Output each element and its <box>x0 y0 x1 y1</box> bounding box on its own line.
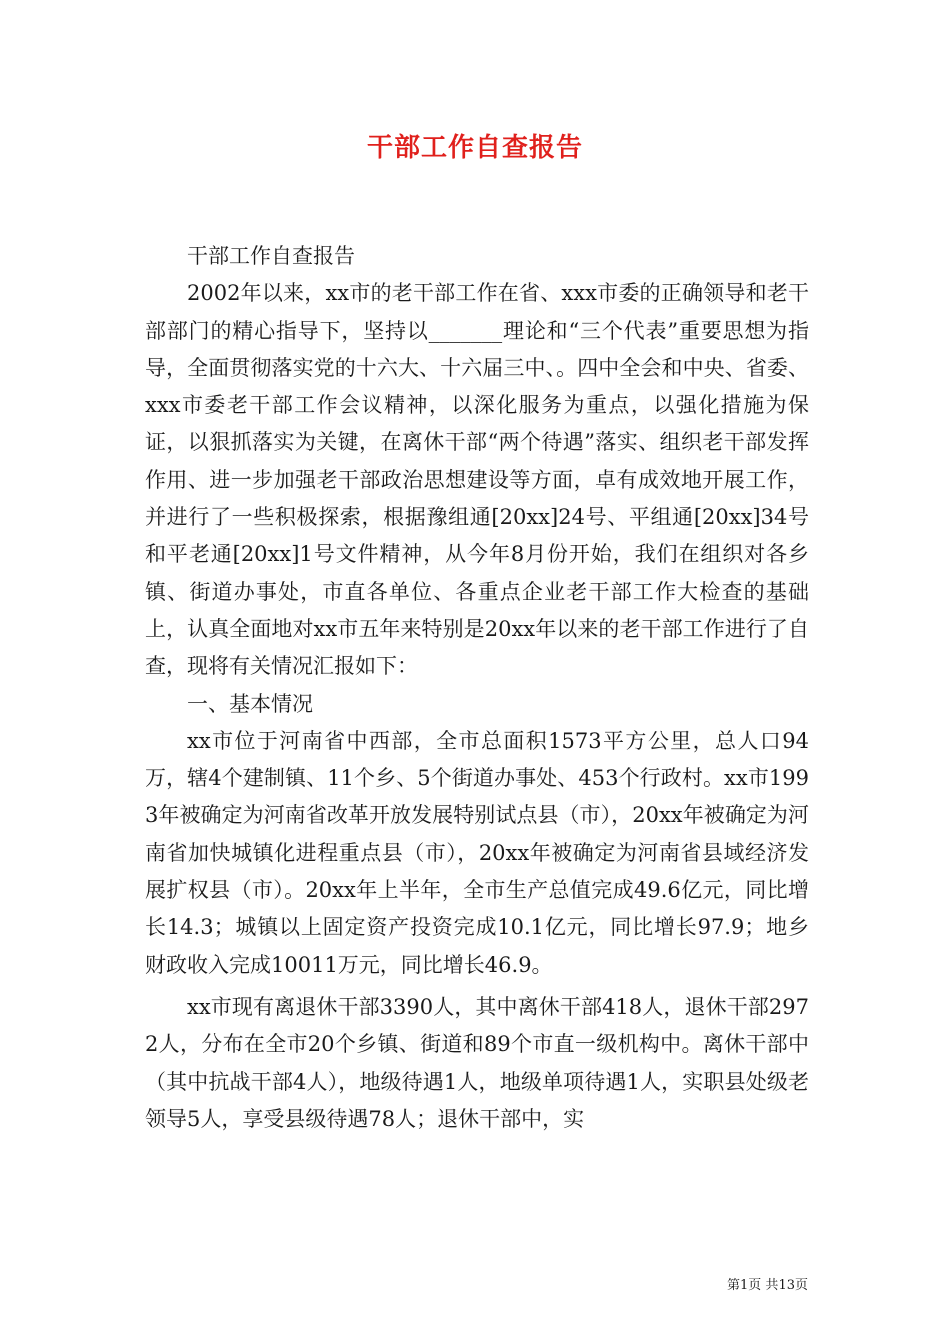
paragraph-retired-cadres: xx市现有离退休干部3390人，其中离休干部418人，退休干部2972人，分布在全市20个乡镇、街道和89个市直一级机构中。离休干部中（其中抗战干部4人），地级待遇1人，地级单项待遇1人，实职县处级老领导5人，享受县级待遇78人；退休干部中，实 <box>145 994 809 1131</box>
document-body <box>145 238 809 1138</box>
page-number <box>727 1276 808 1296</box>
document-title: 干部工作自查报告 <box>366 133 583 163</box>
page-number-prefix: 第 <box>727 1278 741 1293</box>
paragraph-intro: 2002年以来，xx市的老干部工作在省、xxx市委的正确领导和老干部部门的精心指导下，坚持以_______理论和“三个代表”重要思想为指导，全面贯彻落实党的十六大、十六届三中、。四中全会和中央、省委、xxx市委老干部工作会议精神，以深化服务为重点，以强化措施为保证，以狠抓落实为关键，在离休干部“两个待遇”落实、组织老干部发挥作用、进一步加强老干部政治思想建设等方面，卓有成效地开展工作，并进行了一些积极探索，根据豫组通[20xx]24号、平组通[20xx]34号和平老通[20xx]1号文件精神，从今年8月份开始，我们在组织对各乡镇、街道办事处，市直各单位、各重点企业老干部工作大检查的基础上，认真全面地对xx市五年来特别是20xx年以来的老干部工作进行了自查，现将有关情况汇报如下： <box>145 281 809 679</box>
paragraph-city-overview: xx市位于河南省中西部，全市总面积1573平方公里，总人口94万，辖4个建制镇、11个乡、5个街道办事处、453个行政村。xx市1993年被确定为河南省改革开放发展特别试点县（市），20xx年被确定为河南省加快城镇化进程重点县（市），20xx年被确定为河南省县域经济发展扩权县（市）。20xx年上半年，全市生产总值完成49.6亿元，同比增长14.3；城镇以上固定资产投资完成10.1亿元，同比增长97.9；地乡财政收入完成10011万元，同比增长46.9。 <box>145 728 809 977</box>
page-number-current: 1 <box>740 1278 749 1293</box>
page-number-suffix: 页 <box>794 1278 808 1293</box>
page-number-total: 13 <box>778 1278 795 1293</box>
page-number-middle: 页 共 <box>748 1278 779 1293</box>
paragraph-heading: 干部工作自查报告 <box>187 244 355 268</box>
section-heading-basic-situation: 一、基本情况 <box>187 691 313 716</box>
